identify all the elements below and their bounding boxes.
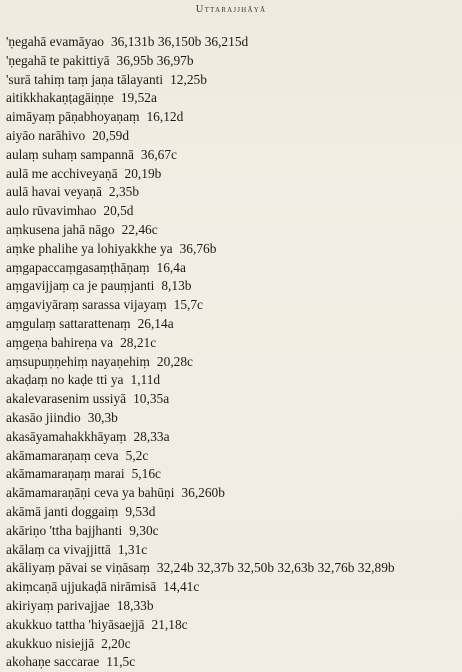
index-entry xyxy=(6,277,458,296)
entry-term: akasāyamahakkhāyaṃ xyxy=(6,428,127,444)
index-entry xyxy=(6,635,458,654)
entry-term: 'ṇegahā te pakittiyā xyxy=(6,52,110,68)
index-entry xyxy=(6,409,458,428)
entry-term: akaḍaṃ no kaḍe tti ya xyxy=(6,372,124,388)
entry-references: 16,4a xyxy=(156,259,186,275)
entry-term: akukkuo tattha 'hiyāsaejjā xyxy=(6,616,145,632)
entry-term: akāmamaraṇāṇi ceva ya bahūṇi xyxy=(6,485,175,501)
entry-references: 26,14a xyxy=(137,315,174,331)
entry-references: 36,95b 36,97b xyxy=(116,52,194,68)
index-entry xyxy=(6,371,458,390)
entry-references: 36,131b 36,150b 36,215d xyxy=(110,34,249,49)
index-entry xyxy=(6,33,458,52)
index-entry xyxy=(6,390,458,409)
entry-references: 8,13b xyxy=(161,278,192,294)
index-entry xyxy=(6,296,458,315)
index-entry xyxy=(6,578,458,597)
index-entry xyxy=(6,52,458,71)
index-entry xyxy=(6,202,458,221)
index-list xyxy=(6,33,458,672)
index-entry xyxy=(6,428,458,447)
entry-references: 30,3b xyxy=(87,409,118,425)
index-entry xyxy=(6,183,458,202)
entry-references: 11,5c xyxy=(106,654,136,670)
index-entry xyxy=(6,146,458,165)
entry-term: aṃsupuṇṇehiṃ nayaṇehiṃ xyxy=(6,353,150,369)
entry-references: 32,24b 32,37b 32,50b 32,63b 32,76b 32,89b xyxy=(156,560,395,576)
entry-term: aiyāo narāhivo xyxy=(6,127,86,143)
entry-references: 9,30c xyxy=(129,522,159,538)
entry-term: aulā me acchiveyaṇā xyxy=(6,165,118,181)
index-entry xyxy=(6,89,458,108)
index-entry xyxy=(6,259,458,278)
entry-term: aṃgulaṃ sattarattenaṃ xyxy=(6,315,131,331)
entry-term: akāmamaraṇaṃ ceva xyxy=(6,447,119,463)
index-entry xyxy=(6,165,458,184)
index-entry xyxy=(6,484,458,503)
index-entry xyxy=(6,108,458,127)
entry-term: akukkuo nisiejjā xyxy=(6,635,95,651)
entry-references: 28,21c xyxy=(120,334,157,350)
entry-term: akasāo jiindio xyxy=(6,409,81,425)
entry-references: 21,18c xyxy=(151,616,188,632)
index-entry xyxy=(6,541,458,560)
entry-term: 'ṇegahā evamāyao xyxy=(6,34,104,49)
entry-term: 'surā tahiṃ taṃ jaṇa tālayanti xyxy=(6,71,164,87)
running-head: Uttarajjhāyā xyxy=(195,4,267,15)
entry-references: 1,11d xyxy=(130,372,161,388)
entry-term: aṃgavijjaṃ ca je pauṃjanti xyxy=(6,278,155,294)
entry-term: akiṃcaṇā ujjukaḍā nirāmisā xyxy=(6,579,157,595)
entry-term: aṃgeṇa bahireṇa va xyxy=(6,334,114,350)
entry-references: 36,76b xyxy=(179,240,217,256)
entry-references: 10,35a xyxy=(133,391,170,407)
index-entry xyxy=(6,616,458,635)
entry-term: aitikkhakaṇṭagāiṇṇe xyxy=(6,90,114,106)
entry-references: 5,2c xyxy=(125,447,149,463)
index-entry xyxy=(6,597,458,616)
index-entry xyxy=(6,334,458,353)
entry-references: 20,59d xyxy=(92,127,130,143)
entry-term: aulo rūvavimhao xyxy=(6,203,97,219)
entry-references: 28,33a xyxy=(133,428,170,444)
entry-references: 5,16c xyxy=(131,466,161,482)
index-entry xyxy=(6,71,458,90)
entry-references: 1,31c xyxy=(117,541,148,557)
entry-references: 12,25b xyxy=(170,71,207,87)
entry-references: 19,52a xyxy=(120,90,157,106)
entry-term: akiriyaṃ parivajjae xyxy=(6,597,110,613)
entry-term: akāliyaṃ pāvai se viṇāsaṃ xyxy=(6,560,150,576)
entry-references: 20,28c xyxy=(156,353,193,369)
entry-term: aulā havai veyaṇā xyxy=(6,184,102,200)
entry-term: aṃgapaccaṃgasaṃṭhāṇaṃ xyxy=(6,259,150,275)
entry-references: 20,5d xyxy=(103,203,134,219)
entry-term: aṃgaviyāraṃ sarassa vijayaṃ xyxy=(6,297,167,313)
entry-term: akohaṇe saccarae xyxy=(6,654,100,670)
entry-references: 9,53d xyxy=(125,503,156,519)
index-entry xyxy=(6,465,458,484)
entry-term: aimāyaṃ pāṇabhoyaṇaṃ xyxy=(6,109,140,125)
index-entry xyxy=(6,559,458,578)
entry-term: akāriṇo 'ttha bajjhanti xyxy=(6,522,123,538)
entry-term: aṃke phalihe ya lohiyakkhe ya xyxy=(6,240,173,256)
entry-references: 20,19b xyxy=(124,165,162,181)
index-entry xyxy=(6,315,458,334)
index-entry xyxy=(6,522,458,541)
index-entry xyxy=(6,221,458,240)
entry-term: akāmā janti doggaiṃ xyxy=(6,503,119,519)
entry-references: 2,20c xyxy=(101,635,131,651)
index-entry xyxy=(6,127,458,146)
entry-references: 36,67c xyxy=(140,146,177,162)
entry-term: akāmamaraṇaṃ marai xyxy=(6,466,125,482)
entry-references: 15,7c xyxy=(173,297,204,313)
entry-term: akalevarasenim ussiyā xyxy=(6,391,127,407)
index-entry xyxy=(6,653,458,672)
entry-references: 14,41c xyxy=(163,579,200,595)
index-entry xyxy=(6,240,458,259)
entry-references: 18,33b xyxy=(116,597,154,613)
index-entry xyxy=(6,353,458,372)
index-entry xyxy=(6,447,458,466)
entry-references: 36,260b xyxy=(181,485,225,501)
entry-term: aṃkusena jahā nāgo xyxy=(6,221,115,237)
entry-term: aulaṃ suhaṃ sampannā xyxy=(6,146,134,162)
entry-references: 16,12d xyxy=(146,109,184,125)
entry-references: 22,46c xyxy=(121,221,158,237)
entry-references: 2,35b xyxy=(108,184,140,200)
index-entry xyxy=(6,503,458,522)
entry-term: akālaṃ ca vivajjittā xyxy=(6,541,111,557)
